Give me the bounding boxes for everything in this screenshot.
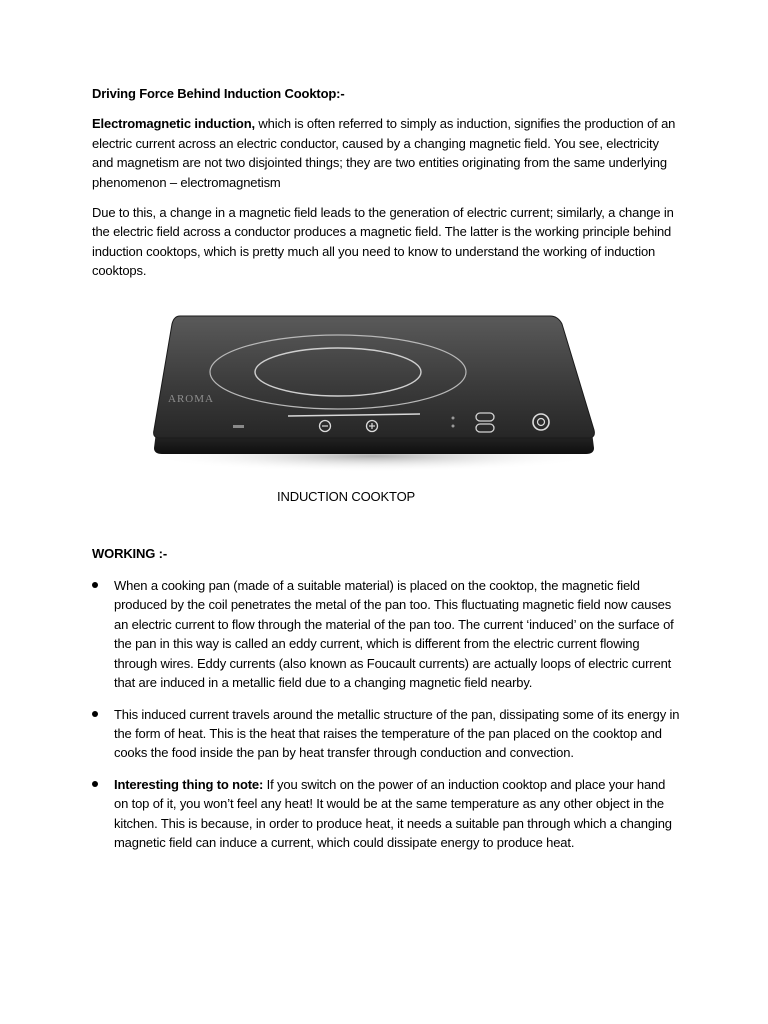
status-dot-icon <box>452 416 455 419</box>
working-heading: WORKING :- <box>92 545 168 561</box>
bullet-text: When a cooking pan (made of a suitable material) is placed on the cooktop, the magnetic field produced by the coil penetrates the metal of the pan too. This fluctuating magnetic field now causes an electric current to flow through the material of the pan too. The current ‘induced’ on the surface of the pan in this way is called an eddy current, which is different from the electric current flowing through wires. Eddy currents (also known as Foucault currents) are actually loops of electric current that are induced in a metallic field due to a changing magnetic field nearby. <box>114 578 674 691</box>
induction-cooktop-image <box>148 314 598 474</box>
cooktop-glass-top <box>154 316 595 438</box>
bullet-icon <box>92 582 98 588</box>
document-content <box>92 84 682 864</box>
bullet-text: This induced current travels around the metallic structure of the pan, dissipating some of its energy in the form of heat. This is the heat that raises the temperature of the pan placed on the cooktop and cooks the food inside the pan by heat transfer through conduction and convection. <box>114 706 680 761</box>
status-dot-icon <box>452 424 455 427</box>
intro-text: which is often referred to simply as induction, signifies the production of an electric current across an electric conductor, caused by a changing magnetic field. You see, electricity and magnetism are not two disjointed things; they are two entities originating from the same underlying phenomenon – electromagnetism <box>92 116 676 190</box>
working-bullet-list <box>92 576 682 852</box>
indicator-light <box>233 425 244 428</box>
intro-paragraph <box>92 114 682 192</box>
bullet-icon <box>92 711 98 717</box>
list-item <box>92 576 682 692</box>
figure-caption: INDUCTION COOKTOP <box>277 488 416 504</box>
list-item <box>92 705 682 763</box>
page-title: Driving Force Behind Induction Cooktop:- <box>92 86 345 101</box>
intro-lead: Electromagnetic induction, <box>92 116 255 132</box>
brand-logo: AROMA <box>168 392 214 405</box>
principle-paragraph: Due to this, a change in a magnetic field leads to the generation of electric current; similarly, a change in the electric field across a conductor produces a magnetic field. The latter is the working principle behind induction cooktops, which is pretty much all you need to know to understand the working of induction cooktops. <box>92 205 674 279</box>
bullet-lead: Interesting thing to note: <box>114 776 264 792</box>
cooktop-figure <box>92 292 682 510</box>
list-item <box>92 775 682 853</box>
bullet-text: If you switch on the power of an induction cooktop and place your hand on top of it, you won’t feel any heat! It would be at the same temperature as any other object in the kitchen. This is because, in order to produce heat, it needs a suitable pan through which a changing magnetic field can induce a current, which could dissipate energy to produce heat. <box>114 776 672 850</box>
bullet-icon <box>92 781 98 787</box>
